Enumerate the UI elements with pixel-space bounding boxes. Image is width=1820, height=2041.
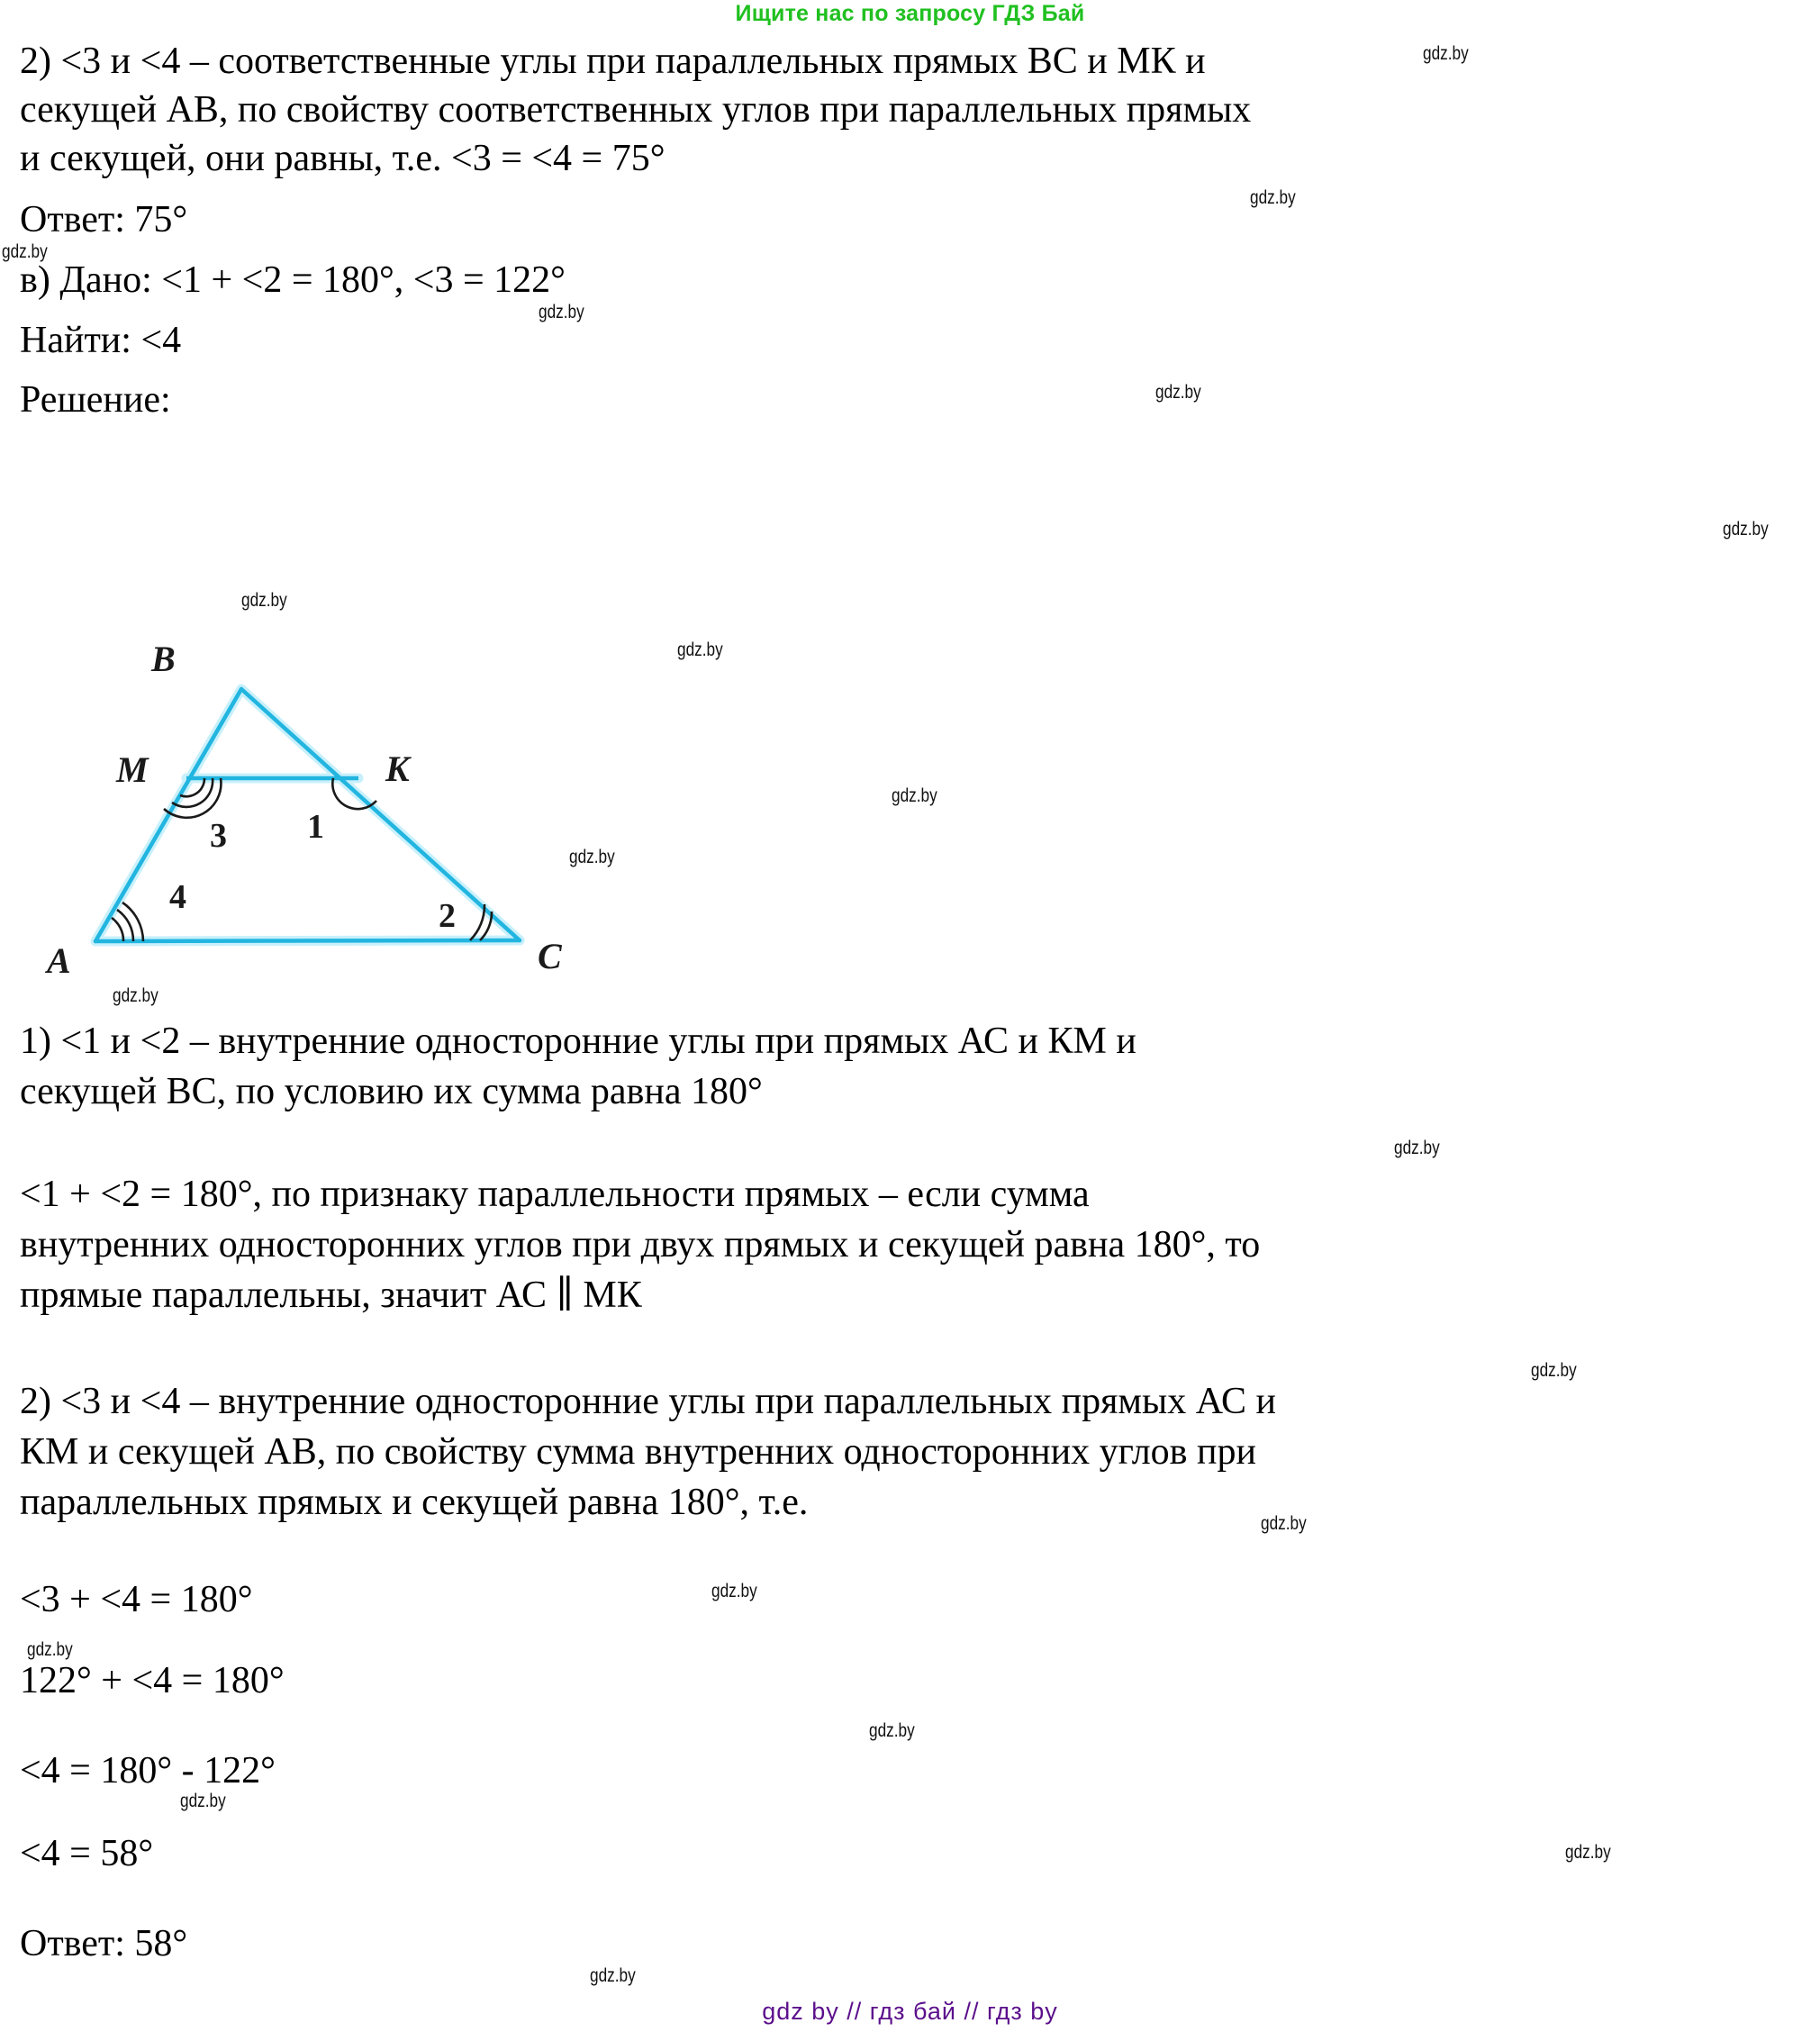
part-v-find: Найти: <4: [20, 320, 182, 361]
part-v-step2-line1: 2) <3 и <4 – внутренние односторонние углы при параллельных прямых АС и: [20, 1381, 1276, 1422]
part-v-step2-line2: КМ и секущей АВ, по свойству сумма внутренних односторонних углов при: [20, 1431, 1256, 1473]
watermark: gdz.by: [1394, 1138, 1440, 1158]
triangle-diagram-svg: [0, 585, 630, 991]
watermark: gdz.by: [180, 1791, 226, 1811]
watermark: gdz.by: [241, 590, 287, 611]
site-footer: gdz by // гдз бай // гдз by: [762, 1998, 1058, 2025]
figure-label-A: A: [47, 940, 71, 981]
paragraph-b-step2-line2: секущей АВ, по свойству соответственных углов при параллельных прямых: [20, 89, 1252, 131]
paragraph-b-step2-line3: и секущей, они равны, т.е. <3 = <4 = 75°: [20, 138, 666, 179]
watermark: gdz.by: [539, 302, 584, 322]
watermark: gdz.by: [1565, 1842, 1611, 1863]
paragraph-b-step2-line1: 2) <3 и <4 – соответственные углы при параллельных прямых ВС и МК и: [20, 41, 1206, 82]
watermark: gdz.by: [27, 1639, 73, 1660]
watermark: gdz.by: [677, 640, 723, 660]
figure-angle-label-3: 3: [210, 817, 227, 855]
answer-75: Ответ: 75°: [20, 199, 188, 240]
equation-1: <3 + <4 = 180°: [20, 1579, 253, 1620]
watermark: gdz.by: [1261, 1513, 1307, 1534]
part-v-step1b-line2: внутренних односторонних углов при двух прямых и секущей равна 180°, то: [20, 1224, 1261, 1265]
part-v-solution-label: Решение:: [20, 379, 171, 421]
watermark: gdz.by: [1531, 1360, 1577, 1381]
watermark: gdz.by: [1723, 519, 1769, 540]
part-v-step2-line3: параллельных прямых и секущей равна 180°, т.е.: [20, 1482, 809, 1523]
figure-label-M: M: [116, 749, 149, 790]
equation-4: <4 = 58°: [20, 1833, 154, 1874]
watermark: gdz.by: [711, 1581, 757, 1601]
equation-2: 122° + <4 = 180°: [20, 1660, 285, 1701]
segment-AC: [95, 940, 520, 941]
figure-label-K: K: [385, 748, 410, 789]
figure-label-B: B: [151, 639, 176, 679]
watermark: gdz.by: [590, 1965, 636, 1986]
figure-angle-label-4: 4: [169, 878, 186, 916]
segment-BC: [241, 689, 520, 940]
segment-AB: [95, 689, 241, 941]
part-v-step1b-line1: <1 + <2 = 180°, по признаку параллельности прямых – если сумма: [20, 1174, 1090, 1215]
part-v-step1b-line3: прямые параллельны, значит АС ∥ МК: [20, 1274, 642, 1316]
figure-label-C: C: [538, 936, 562, 976]
part-v-step1-line2: секущей ВС, по условию их сумма равна 180°: [20, 1071, 763, 1112]
watermark: gdz.by: [2, 241, 48, 262]
watermark: gdz.by: [113, 985, 158, 1006]
equation-3: <4 = 180° - 122°: [20, 1750, 276, 1792]
part-v-given: в) Дано: <1 + <2 = 180°, <3 = 122°: [20, 259, 566, 301]
geometry-figure: [0, 585, 630, 991]
promo-banner: Ищите нас по запросу ГДЗ Бай: [735, 1, 1085, 26]
figure-angle-label-1: 1: [307, 808, 324, 846]
watermark: gdz.by: [869, 1720, 915, 1741]
watermark: gdz.by: [1155, 382, 1201, 403]
watermark: gdz.by: [1423, 43, 1469, 64]
watermark: gdz.by: [569, 847, 615, 867]
figure-angle-label-2: 2: [439, 897, 456, 935]
watermark: gdz.by: [892, 785, 937, 806]
answer-58: Ответ: 58°: [20, 1923, 188, 1964]
watermark: gdz.by: [1250, 187, 1296, 208]
part-v-step1-line1: 1) <1 и <2 – внутренние односторонние углы при прямых АС и КМ и: [20, 1020, 1136, 1062]
